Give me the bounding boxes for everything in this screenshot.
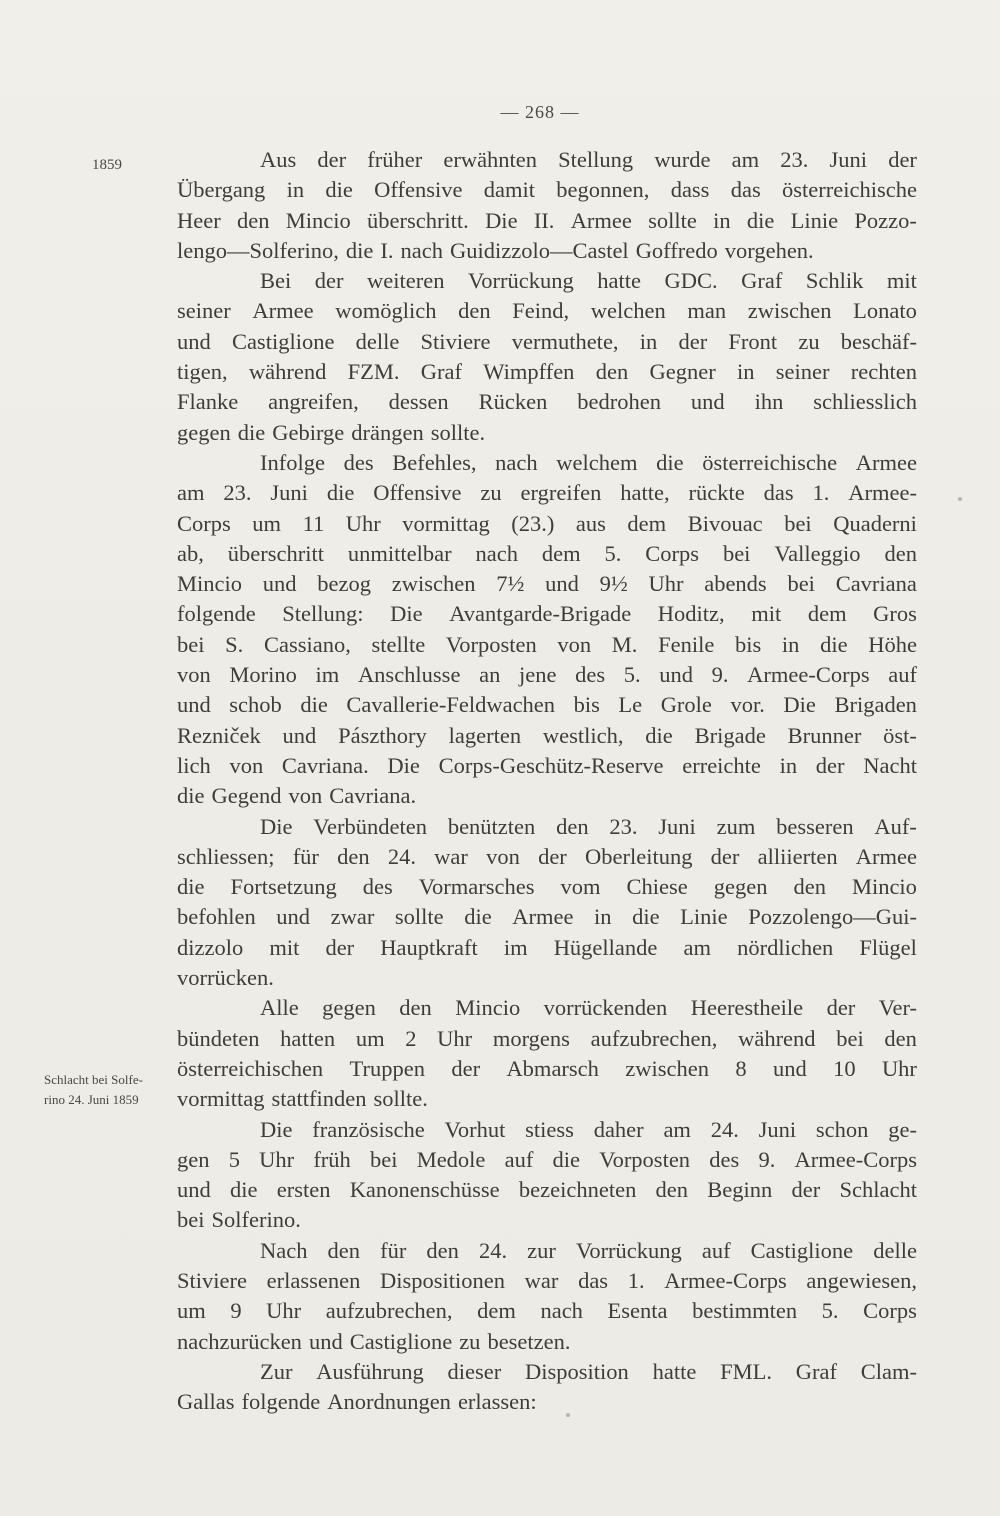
text-line: vorrücken. (177, 965, 274, 991)
text-line: gegen die Gebirge drängen sollte. (177, 419, 486, 445)
margin-note-line: rino 24. Juni 1859 (44, 1092, 139, 1107)
text-line: die Gegend von Cavriana. (177, 783, 417, 809)
margin-note (44, 1070, 184, 1110)
paragraph (177, 993, 917, 1114)
paragraph (177, 1115, 917, 1236)
page-number: — 268 — (500, 102, 580, 122)
text-line: Flanke angreifen, dessen Rücken bedrohen und ihn schliesslich (177, 389, 917, 415)
text-line: Aus der früher erwähnten Stellung wurde am 23. Juni der (260, 147, 917, 172)
paragraph (177, 266, 917, 448)
margin-year: 1859 (92, 157, 122, 173)
text-line: Infolge des Befehles, nach welchem die österreichische Armee (260, 449, 917, 475)
text-line: lich von Cavriana. Die Corps-Geschütz-Reserve erreichte in der Nacht (177, 752, 917, 778)
text-line: Alle gegen den Mincio vorrückenden Heerestheile der Ver- (260, 995, 917, 1021)
text-line: Stiviere erlassenen Dispositionen war das 1. Armee-Corps angewiesen, (177, 1267, 917, 1293)
paragraph (177, 145, 917, 266)
paper-speck (566, 1413, 570, 1417)
text-line: ab, überschritt unmittelbar nach dem 5. Corps bei Valleggio den (177, 540, 917, 566)
text-line: Die französische Vorhut stiess daher am 24. Juni schon ge- (260, 1116, 917, 1142)
text-line: nachzurücken und Castiglione zu besetzen. (177, 1328, 571, 1354)
text-line: österreichischen Truppen der Abmarsch zwischen 8 und 10 Uhr (177, 1055, 917, 1081)
text-line: Corps um 11 Uhr vormittag (23.) aus dem Bivouac bei Quaderni (177, 510, 917, 536)
paragraph (177, 448, 917, 812)
text-line: bei Solferino. (177, 1207, 301, 1233)
text-line: von Morino im Anschlusse an jene des 5. und 9. Armee-Corps auf (177, 662, 917, 688)
text-line: gen 5 Uhr früh bei Medole auf die Vorposten des 9. Armee-Corps (177, 1146, 917, 1172)
text-line: Zur Ausführung dieser Disposition hatte FML. Graf Clam- (260, 1358, 917, 1384)
paragraph (177, 1357, 917, 1418)
text-line: und Castiglione delle Stiviere vermuthete, in der Front zu beschäf- (177, 328, 917, 354)
text-line: Heer den Mincio überschritt. Die II. Armee sollte in die Linie Pozzo- (177, 207, 917, 233)
text-line: und schob die Cavallerie-Feldwachen bis Le Grole vor. Die Brigaden (177, 692, 917, 718)
text-line: die Fortsetzung des Vormarsches vom Chiese gegen den Mincio (177, 874, 917, 900)
text-line: Nach den für den 24. zur Vorrückung auf Castiglione delle (260, 1237, 917, 1263)
text-line: dizzolo mit der Hauptkraft im Hügellande am nördlichen Flügel (177, 934, 917, 960)
text-line: und die ersten Kanonenschüsse bezeichneten den Beginn der Schlacht (177, 1177, 917, 1203)
text-line: Übergang in die Offensive damit begonnen, dass das österreichische (177, 177, 917, 203)
text-line: Gallas folgende Anordnungen erlassen: (177, 1389, 537, 1415)
text-line: bündeten hatten um 2 Uhr morgens aufzubrechen, während bei den (177, 1025, 917, 1051)
body-text (177, 145, 917, 1417)
text-line: Bei der weiteren Vorrückung hatte GDC. Graf Schlik mit (260, 268, 917, 294)
text-line: folgende Stellung: Die Avantgarde-Brigade Hoditz, mit dem Gros (177, 601, 917, 627)
paper-speck (958, 497, 962, 501)
text-line: Die Verbündeten benützten den 23. Juni zum besseren Auf- (260, 813, 917, 839)
text-line: vormittag stattfinden sollte. (177, 1086, 428, 1112)
text-line: Mincio und bezog zwischen 7½ und 9½ Uhr abends bei Cavriana (177, 571, 917, 597)
paragraph (177, 1236, 917, 1357)
text-line: am 23. Juni die Offensive zu ergreifen hatte, rückte das 1. Armee- (177, 480, 917, 506)
text-line: tigen, während FZM. Graf Wimpffen den Gegner in seiner rechten (177, 359, 917, 385)
text-line: schliessen; für den 24. war von der Oberleitung der alliierten Armee (177, 843, 917, 869)
text-line: um 9 Uhr aufzubrechen, dem nach Esenta bestimmten 5. Corps (177, 1298, 917, 1324)
text-line: bei S. Cassiano, stellte Vorposten von M. Fenile bis in die Höhe (177, 631, 917, 657)
margin-note-line: Schlacht bei Solfe- (44, 1072, 143, 1087)
paragraph (177, 812, 917, 994)
text-line: befohlen und zwar sollte die Armee in die Linie Pozzolengo—Gui- (177, 904, 917, 930)
text-line: lengo—Solferino, die I. nach Guidizzolo—Castel Goffredo vorgehen. (177, 237, 814, 263)
text-line: seiner Armee womöglich den Feind, welchen man zwischen Lonato (177, 298, 917, 324)
text-line: Rezniček und Pászthory lagerten westlich, die Brigade Brunner öst- (177, 722, 917, 748)
